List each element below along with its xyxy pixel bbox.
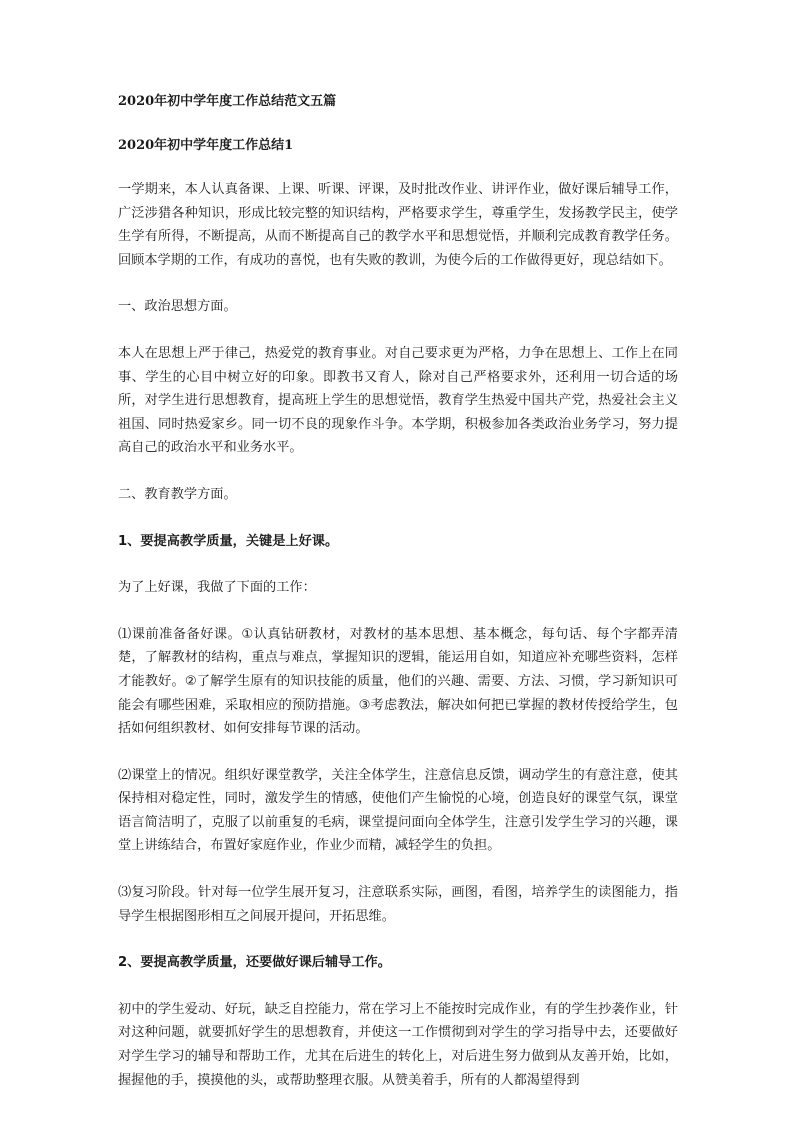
point-1-intro: 为了上好课，我做了下面的工作： [118, 580, 316, 596]
document-title: 2020年初中学年度工作总结范文五篇 [118, 94, 337, 109]
point-2-paragraph: 初中的学生爱动、好玩，缺乏自控能力，常在学习上不能按时完成作业，有的学生抄袭作业，针对这种问题，就要抓好学生的思想教育，并使这一工作惯彻到对学生的学习指导中去，还要做好对学生学习的辅导和帮助工作，尤其在后进生的转化上，对后进生努力做到从友善开始，比如，握握他的手，摸摸他的头，或帮助整理衣服。从赞美着手，所有的人都渴望得到 [118, 1001, 678, 1088]
item-3-paragraph: ⑶复习阶段。针对每一位学生展开复习，注意联系实际，画图，看图，培养学生的读图能力，指导学生根据图形相互之间展开提问，开拓思维。 [118, 885, 678, 924]
intro-paragraph: 一学期来，本人认真备课、上课、听课、评课，及时批改作业、讲评作业，做好课后辅导工作，广泛涉猎各种知识，形成比较完整的知识结构，严格要求学生，尊重学生，发扬教学民主，使学生学有所得，不断提高，从而不断提高自己的教学水平和思想觉悟，并顺利完成教育教学任务。回顾本学期的工作，有成功的喜悦，也有失败的教训，为使今后的工作做得更好，现总结如下。 [118, 182, 678, 268]
section-heading-teaching: 二、教育教学方面。 [118, 486, 237, 502]
politics-paragraph: 本人在思想上严于律己，热爱党的教育事业。对自己要求更为严格，力争在思想上、工作上在同事、学生的心目中树立好的印象。即教书又育人，除对自己严格要求外，还利用一切合适的场所，对学生进行思想教育，提高班上学生的思想觉悟，教育学生热爱中国共产党，热爱社会主义祖国、同时热爱家乡。同一切不良的现象作斗争。本学期，积极参加各类政治业务学习，努力提高自己的政治水平和业务水平。 [118, 345, 678, 456]
document-page [118, 92, 678, 1115]
section-heading-politics: 一、政治思想方面。 [118, 299, 237, 315]
document-subtitle: 2020年初中学年度工作总结1 [118, 138, 294, 153]
point-heading-1: 1、要提高教学质量，关键是上好课。 [118, 533, 339, 549]
item-2-paragraph: ⑵课堂上的情况。组织好课堂教学，关注全体学生，注意信息反馈，调动学生的有意注意，使其保持相对稳定性，同时，激发学生的情感，使他们产生愉悦的心境，创造良好的课堂气氛，课堂语言简洁明了，克服了以前重复的毛病，课堂提问面向全体学生，注意引发学生学习的兴趣，课堂上讲练结合，布置好家庭作业，作业少而精，减轻学生的负担。 [118, 767, 678, 854]
point-heading-2: 2、要提高教学质量，还要做好课后辅导工作。 [118, 955, 391, 971]
item-1-paragraph: ⑴课前准备备好课。①认真钻研教材，对教材的基本思想、基本概念，每句话、每个字都弄清楚，了解教材的结构，重点与难点，掌握知识的逻辑，能运用自如，知道应补充哪些资料，怎样才能教好。②了解学生原有的知识技能的质量，他们的兴趣、需要、方法、习惯，学习新知识可能会有哪些困难，采取相应的预防措施。③考虑教法，解决如何把已掌握的教材传授给学生，包括如何组织教材、如何安排每节课的活动。 [118, 626, 678, 737]
